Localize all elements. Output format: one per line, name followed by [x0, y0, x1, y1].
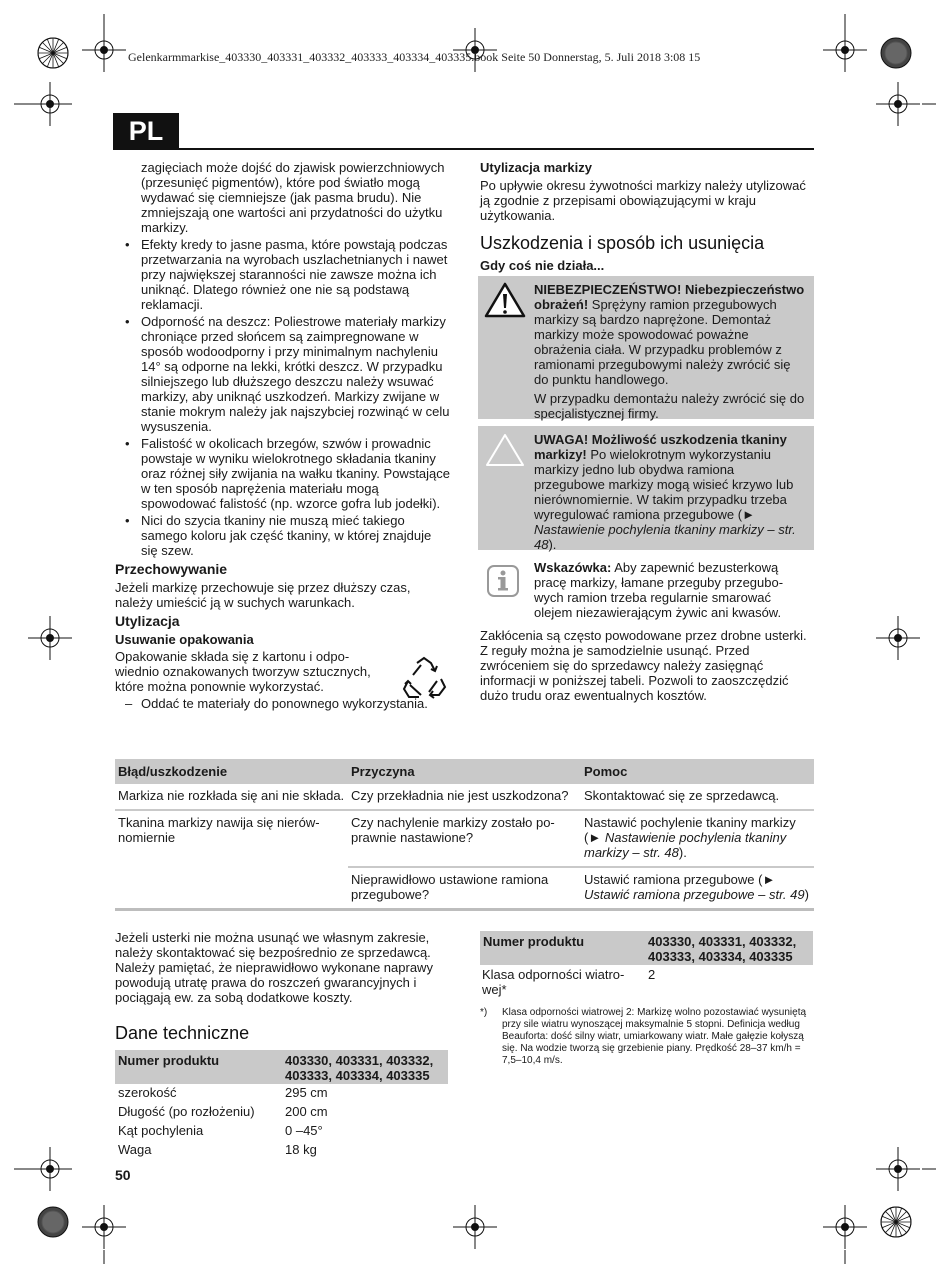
caution-title: UWAGA! Możliwość uszkodzenia tkaniny markizy! [534, 432, 787, 462]
crosshair-icon [876, 616, 920, 660]
storage-heading: Przechowywanie [115, 561, 228, 577]
table-row [115, 784, 814, 810]
care-bullet-list [115, 237, 451, 558]
footnote-text: Klasa odporności wiatrowej 2: Markizę wolno pozostawiać wysuniętą przy sile wiatru wynoszącej maksymalnie 5 stopni. Definicja według Beauforta: dość silny wiatr, umiarkowany wiatr. Małe gałęzie kołyszą się. Na wodzie tworzą się grzebienie piany. Prędkość 28–37 km/h = 7,5–10,4 m/s. [502, 1007, 807, 1066]
troubleshooting-subheading: Gdy coś nie działa... [480, 258, 605, 273]
color-swatch-icon [881, 38, 911, 68]
table-header-row [115, 759, 814, 784]
list-item: • Falistość w okolicach brzegów, szwów i prowadnic powstaje w wyniku wielokrotnego składania tkaniny oraz różnej siły zwijania na wałku tkaniny. Powstające w ten sposób naprężenia materiału mogą spowodować falistość (np. wzorce gofra lub jodełki). [115, 436, 451, 511]
awning-disposal-paragraph: Po upływie okresu żywotności markizy należy utylizować ją zgodnie z przepisami obowiązującymi w kraju użytkowania. [480, 178, 806, 223]
header-rule [113, 148, 814, 150]
list-item: • Efekty kredy to jasne pasma, które powstają podczas przetwarzania na wyrobach uszlachetnianych i nawet przy największej staranności nie zawsze można ich uniknąć. Dlatego również one nie są podstawą reklamacji. [115, 237, 451, 312]
crosshair-icon [823, 28, 867, 72]
spec-table-header [115, 1050, 448, 1084]
list-item: – Oddać te materiały do ponownego wykorzystania. [115, 696, 451, 711]
crosshair-icon [876, 82, 920, 126]
intro-paragraph: zagięciach może dojść do zjawisk powierzchniowych (przesunięć pigmentów), które pod światło mogą wydawać się ciemniejsze (jak pasma brudu). Nie zmniejszają one wartości ani przydatności do użytku markizy. [141, 160, 445, 235]
spec-value: 0 –45° [285, 1123, 323, 1138]
info-icon [486, 564, 520, 598]
danger-title: NIEBEZPIECZEŃSTWO! Niebezpieczeństwo obrażeń! [534, 282, 805, 312]
color-target-icon [38, 38, 68, 68]
left-column [115, 160, 451, 711]
help-link[interactable]: ► Nastawienie pochylenia tkaniny markizy – str. 48 [584, 830, 787, 860]
crosshair-icon [82, 28, 126, 72]
fault-cell: Markiza nie rozkłada się ani nie składa. [115, 784, 348, 810]
spec-value: 18 kg [285, 1142, 317, 1157]
help-text-end: ). [678, 845, 687, 860]
fault-cell: Tkanina markizy nawija się nierównomiernie [118, 815, 320, 845]
crosshair-icon [453, 1205, 497, 1249]
right-column [480, 160, 816, 273]
crosshair-icon [28, 616, 72, 660]
troubleshooting-table [115, 759, 814, 911]
cause-cell: Czy przekładnia nie jest uszkodzona? [348, 784, 581, 810]
wind-head-value: 403330, 403331, 403332, 403333, 403334, 403335 [648, 934, 797, 964]
hint-text: Aby zapewnić bezusterkową pracę markizy, łamane przeguby przegubowych ramion trzeba regularnie smarować olejem niezawierającym żywic ani kwasów. [534, 560, 784, 620]
list-item: • Odporność na deszcz: Poliestrowe materiały markizy chroniące przed słońcem są zaimpregnowane w sposób wodoodporny i przy minimalnym nachyleniu 14° są odporne na lekki, krótki deszcz. W przypadku silniejszego lub dłuższego deszczu należy wsuwać markizy, aby uniknąć uszkodzeń. Markizy zwijane w stanie mokrym należy jak najszybciej rozwinąć w celu wysuszenia. [115, 314, 451, 434]
wind-class-value: 2 [648, 967, 656, 982]
table-row [115, 867, 814, 910]
awning-disposal-heading: Utylizacja markizy [480, 160, 593, 175]
crosshair-icon [28, 82, 72, 126]
danger-text-2: W przypadku demontażu należy zwrócić się do specjalistycznej firmy. [534, 391, 805, 421]
column-header: Pomoc [581, 759, 814, 784]
help-cell [581, 810, 814, 867]
caution-triangle-icon [484, 432, 526, 468]
packaging-paragraph: Opakowanie składa się z kartonu i odpowiednio oznakowanych tworzyw sztucznych, które można ponownie wykorzystać. [115, 649, 371, 694]
caution-text: Po wielokrotnym wykorzystaniu markizy jedno lub obydwa ramiona przegubowe markizy mogą wisieć krzywo lub nierównomiernie. W takim przypadku trzeba wyregulować ramiona przegubowe ( [534, 447, 794, 522]
column-header: Błąd/uszkodzenie [115, 759, 348, 784]
language-tab: PL [113, 113, 179, 150]
crosshair-icon [823, 1205, 867, 1249]
caution-link[interactable]: ► Nastawienie pochylenia tkaniny markizy – str. 48 [534, 507, 796, 552]
spec-label: szerokość [118, 1085, 177, 1100]
help-text: Ustawić ramiona przegubowe ( [584, 872, 763, 887]
list-item: • Nici do szycia tkaniny nie muszą mieć takiego samego koloru jak część tkaniny, w której znajduje się szew. [115, 513, 451, 558]
cause-cell: Nieprawidłowo ustawione ramiona przegubowe? [348, 867, 581, 910]
print-header: Gelenkarmmarkise_403330_403331_403332_403333_403334_403335.book Seite 50 Donnerstag, 5. Juli 2018 3:08 15 [128, 50, 701, 64]
help-link[interactable]: ► Ustawić ramiona przegubowe – str. 49 [584, 872, 805, 902]
color-swatch-icon [38, 1207, 68, 1237]
spec-value: 295 cm [285, 1085, 328, 1100]
storage-paragraph: Jeżeli markizę przechowuje się przez dłuższy czas, należy umieścić ją w suchych warunkach. [115, 580, 411, 610]
wind-head-label: Numer produktu [483, 934, 585, 949]
fault-cell [115, 867, 348, 910]
color-target-icon [881, 1207, 911, 1237]
packaging-heading: Usuwanie opakowania [115, 632, 254, 647]
help-cell: Skontaktować się ze sprzedawcą. [581, 784, 814, 810]
page-number: 50 [115, 1167, 131, 1183]
crosshair-icon [876, 1147, 920, 1191]
hint-notice [478, 560, 814, 620]
faults-paragraph: Zakłócenia są często powodowane przez drobne usterki. Z reguły można je samodzielnie usunąć. Przed zwróceniem się do sprzedawcy należy zasięgnąć informacji w poniższej tabeli. Pozwoli to zaoszczędzić dużo trudu oraz ewentualnych kosztów. [480, 628, 807, 703]
caution-text-end: ). [548, 537, 557, 552]
cause-cell: Czy nachylenie markizy zostało poprawnie nastawione? [348, 810, 581, 867]
footnote-mark: *) [480, 1007, 488, 1018]
repair-warning-paragraph: Jeżeli usterki nie można usunąć we własnym zakresie, należy skontaktować się bezpośrednio ze sprzedawcą. Należy pamiętać, że nieprawidłowo wykonane naprawy powodują utratę prawa do roszczeń gwarancyjnych i pociągają ew. za sobą dodatkowe koszty. [115, 930, 433, 1005]
danger-notice [478, 276, 814, 419]
help-text-end: ) [804, 887, 809, 902]
tech-data-heading: Dane techniczne [115, 1023, 250, 1043]
disposal-heading: Utylizacja [115, 613, 180, 629]
crosshair-icon [82, 1205, 126, 1249]
crosshair-icon [28, 1147, 72, 1191]
column-header: Przyczyna [348, 759, 581, 784]
wind-table-header [480, 931, 813, 965]
spec-head-value: 403330, 403331, 403332, 403333, 403334, 403335 [285, 1053, 434, 1083]
troubleshooting-heading: Uszkodzenia i sposób ich usunięcia [480, 233, 765, 253]
caution-notice [478, 426, 814, 550]
spec-label: Waga [118, 1142, 152, 1157]
spec-label: Kąt pochylenia [118, 1123, 204, 1138]
table-row [115, 810, 814, 867]
packaging-dash-list [115, 696, 451, 711]
spec-head-label: Numer produktu [118, 1053, 220, 1068]
hint-title: Wskazówka: [534, 560, 612, 575]
help-text: Nastawić pochylenie tkaniny markizy ( [584, 815, 796, 845]
wind-class-label: Klasa odporności wiatrowej* [482, 967, 625, 997]
warning-triangle-icon [484, 282, 526, 318]
danger-text: Sprężyny ramion przegubowych markizy są bardzo naprężone. Demontaż markizy może spowodować poważne obrażenia ciała. W przypadku problemów z ramionami przegubowymi należy zwrócić się do punktu handlowego. [534, 297, 791, 387]
spec-label: Długość (po rozłożeniu) [118, 1104, 255, 1119]
help-cell [581, 867, 814, 910]
spec-value: 200 cm [285, 1104, 328, 1119]
